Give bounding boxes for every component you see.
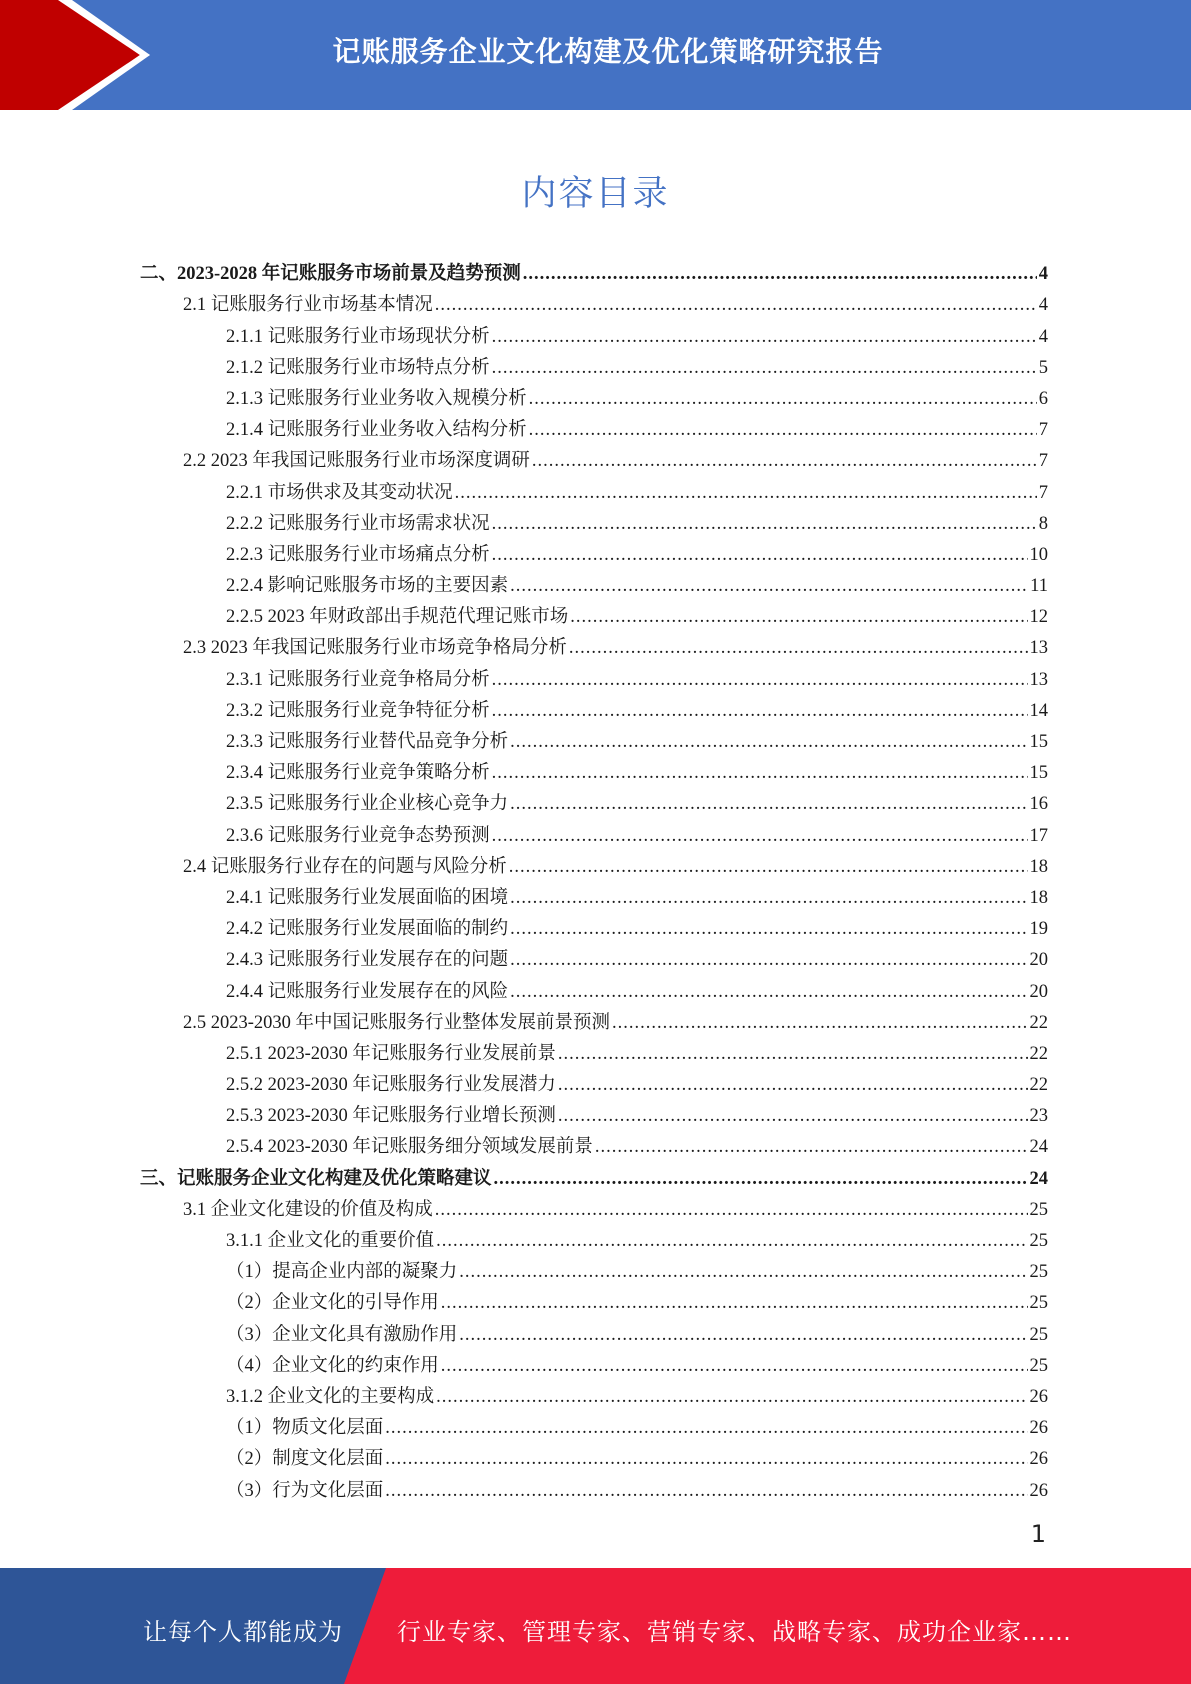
toc-entry-title: 2.3.2 记账服务行业竞争特征分析 bbox=[226, 700, 490, 721]
toc-entry-page: 12 bbox=[1029, 607, 1048, 628]
toc-entry-title: 2.4.3 记账服务行业发展存在的问题 bbox=[226, 950, 509, 971]
toc-entry-title: 2.1.2 记账服务行业市场特点分析 bbox=[226, 357, 490, 378]
toc-entry-title: 二、2023-2028 年记账服务市场前景及趋势预测 bbox=[140, 264, 521, 285]
toc-entry[interactable] bbox=[140, 1283, 1048, 1314]
toc-entry-page: 5 bbox=[1038, 357, 1048, 378]
toc-dot-leader bbox=[492, 327, 1037, 348]
table-of-contents bbox=[140, 254, 1048, 1502]
toc-entry-title: 2.3.6 记账服务行业竞争态势预测 bbox=[226, 825, 490, 846]
toc-entry-page: 4 bbox=[1038, 264, 1048, 285]
toc-entry-title: 2.2.5 2023 年财政部出手规范代理记账市场 bbox=[226, 607, 569, 628]
toc-dot-leader bbox=[529, 389, 1037, 410]
toc-entry[interactable] bbox=[140, 971, 1048, 1002]
toc-entry-page: 16 bbox=[1029, 794, 1048, 815]
toc-entry[interactable] bbox=[140, 597, 1048, 628]
toc-dot-leader bbox=[436, 1231, 1027, 1252]
toc-entry-title: 2.2.3 记账服务行业市场痛点分析 bbox=[226, 544, 490, 565]
toc-entry[interactable] bbox=[140, 784, 1048, 815]
toc-entry-page: 14 bbox=[1029, 700, 1048, 721]
toc-entry-title: （3）行为文化层面 bbox=[226, 1480, 384, 1501]
toc-dot-leader bbox=[510, 794, 1027, 815]
toc-entry-page: 18 bbox=[1029, 856, 1048, 877]
toc-entry-page: 22 bbox=[1029, 1043, 1048, 1064]
toc-entry-page: 25 bbox=[1029, 1231, 1048, 1251]
footer-banner bbox=[0, 1568, 1191, 1684]
toc-dot-leader bbox=[510, 732, 1027, 753]
toc-entry-title: 2.3.1 记账服务行业竞争格局分析 bbox=[226, 669, 490, 690]
toc-dot-leader bbox=[532, 451, 1037, 472]
toc-dot-leader bbox=[435, 295, 1037, 316]
toc-entry-title: 2.4.1 记账服务行业发展面临的困境 bbox=[226, 887, 509, 908]
toc-dot-leader bbox=[510, 950, 1027, 971]
toc-entry-page: 22 bbox=[1029, 1012, 1048, 1033]
toc-entry-page: 25 bbox=[1029, 1324, 1048, 1345]
toc-entry-title: （1）提高企业内部的凝聚力 bbox=[226, 1262, 458, 1283]
toc-entry-title: 2.1 记账服务行业市场基本情况 bbox=[183, 295, 433, 316]
toc-dot-leader bbox=[385, 1418, 1027, 1439]
toc-entry-page: 10 bbox=[1029, 544, 1048, 565]
toc-entry-title: 2.3.5 记账服务行业企业核心竞争力 bbox=[226, 794, 509, 815]
toc-entry-page: 25 bbox=[1029, 1262, 1048, 1283]
toc-dot-leader bbox=[436, 1387, 1027, 1408]
toc-entry[interactable] bbox=[140, 1127, 1048, 1158]
toc-dot-leader bbox=[510, 576, 1028, 597]
toc-entry-title: 2.5.2 2023-2030 年记账服务行业发展潜力 bbox=[226, 1075, 556, 1096]
toc-entry-title: 2.5 2023-2030 年中国记账服务行业整体发展前景预测 bbox=[183, 1012, 611, 1033]
toc-entry-page: 25 bbox=[1029, 1293, 1048, 1314]
toc-entry[interactable] bbox=[140, 1221, 1048, 1252]
toc-entry[interactable] bbox=[140, 847, 1048, 878]
toc-dot-leader bbox=[492, 670, 1028, 691]
toc-dot-leader bbox=[492, 763, 1028, 784]
toc-entry-page: 4 bbox=[1038, 295, 1048, 316]
toc-entry[interactable] bbox=[140, 815, 1048, 846]
toc-entry[interactable] bbox=[140, 254, 1048, 285]
toc-entry-title: 2.3.4 记账服务行业竞争策略分析 bbox=[226, 763, 490, 784]
toc-entry-title: 2.5.1 2023-2030 年记账服务行业发展前景 bbox=[226, 1043, 556, 1064]
toc-dot-leader bbox=[441, 1293, 1028, 1314]
toc-entry-page: 20 bbox=[1029, 950, 1048, 971]
toc-dot-leader bbox=[441, 1356, 1028, 1377]
toc-dot-leader bbox=[510, 888, 1027, 909]
toc-entry-title: 2.2.1 市场供求及其变动状况 bbox=[226, 482, 453, 503]
toc-entry[interactable] bbox=[140, 909, 1048, 940]
toc-entry-title: 2.5.4 2023-2030 年记账服务细分领域发展前景 bbox=[226, 1137, 593, 1158]
toc-entry-title: 2.2.2 记账服务行业市场需求状况 bbox=[226, 513, 490, 534]
toc-entry-title: 3.1 企业文化建设的价值及构成 bbox=[183, 1199, 433, 1220]
toc-entry[interactable] bbox=[140, 1314, 1048, 1345]
toc-entry-page: 11 bbox=[1030, 576, 1048, 597]
toc-entry[interactable] bbox=[140, 1034, 1048, 1065]
toc-entry-title: 2.3 2023 年我国记账服务行业市场竞争格局分析 bbox=[183, 638, 567, 659]
toc-entry-page: 26 bbox=[1029, 1480, 1048, 1501]
toc-entry[interactable] bbox=[140, 1377, 1048, 1408]
toc-entry[interactable] bbox=[140, 316, 1048, 347]
toc-dot-leader bbox=[510, 919, 1027, 940]
toc-entry[interactable] bbox=[140, 1439, 1048, 1470]
toc-dot-leader bbox=[435, 1200, 1028, 1221]
toc-entry-title: 2.4 记账服务行业存在的问题与风险分析 bbox=[183, 856, 507, 877]
toc-entry[interactable] bbox=[140, 940, 1048, 971]
toc-entry[interactable] bbox=[140, 535, 1048, 566]
toc-entry[interactable] bbox=[140, 441, 1048, 472]
toc-entry-page: 4 bbox=[1038, 326, 1048, 347]
toc-entry-title: （2）企业文化的引导作用 bbox=[226, 1293, 439, 1314]
footer-slogan-right: 行业专家、管理专家、营销专家、战略专家、成功企业家…… bbox=[397, 1618, 1072, 1646]
toc-entry-page: 13 bbox=[1029, 669, 1048, 690]
toc-dot-leader bbox=[385, 1481, 1027, 1502]
toc-entry[interactable] bbox=[140, 1158, 1048, 1189]
toc-entry[interactable] bbox=[140, 722, 1048, 753]
toc-entry-page: 24 bbox=[1029, 1137, 1048, 1158]
toc-entry-page: 19 bbox=[1029, 919, 1048, 940]
toc-dot-leader bbox=[558, 1075, 1028, 1096]
toc-entry-title: 2.1.3 记账服务行业业务收入规模分析 bbox=[226, 388, 527, 409]
toc-dot-leader bbox=[523, 264, 1037, 285]
toc-dot-leader bbox=[570, 607, 1027, 628]
toc-entry[interactable] bbox=[140, 1003, 1048, 1034]
toc-dot-leader bbox=[612, 1013, 1027, 1034]
toc-entry-page: 20 bbox=[1029, 981, 1048, 1002]
toc-entry-page: 15 bbox=[1029, 732, 1048, 752]
footer-slogan-left: 让每个人都能成为 bbox=[143, 1618, 343, 1646]
toc-entry[interactable] bbox=[140, 566, 1048, 597]
toc-entry[interactable] bbox=[140, 878, 1048, 909]
toc-entry[interactable] bbox=[140, 628, 1048, 659]
toc-dot-leader bbox=[492, 358, 1037, 379]
toc-entry-title: （3）企业文化具有激励作用 bbox=[226, 1324, 458, 1345]
toc-entry-page: 26 bbox=[1029, 1418, 1048, 1439]
toc-heading: 内容目录 bbox=[521, 174, 670, 214]
toc-entry[interactable] bbox=[140, 285, 1048, 316]
toc-entry-page: 26 bbox=[1029, 1449, 1048, 1470]
toc-entry[interactable] bbox=[140, 753, 1048, 784]
toc-entry-title: 2.1.1 记账服务行业市场现状分析 bbox=[226, 326, 490, 347]
toc-entry[interactable] bbox=[140, 1346, 1048, 1377]
toc-entry-page: 22 bbox=[1029, 1075, 1048, 1096]
toc-dot-leader bbox=[558, 1044, 1028, 1065]
toc-dot-leader bbox=[494, 1169, 1028, 1190]
toc-entry-page: 23 bbox=[1029, 1106, 1048, 1127]
page-number: 1 bbox=[1030, 1520, 1046, 1548]
toc-entry-title: 三、记账服务企业文化构建及优化策略建议 bbox=[140, 1168, 492, 1189]
toc-entry[interactable] bbox=[140, 1408, 1048, 1439]
toc-entry-title: 3.1.2 企业文化的主要构成 bbox=[226, 1386, 435, 1407]
toc-entry-title: （4）企业文化的约束作用 bbox=[226, 1355, 439, 1376]
toc-entry[interactable] bbox=[140, 348, 1048, 379]
toc-entry-page: 25 bbox=[1029, 1355, 1048, 1376]
toc-dot-leader bbox=[385, 1449, 1027, 1470]
toc-entry-page: 18 bbox=[1029, 887, 1048, 908]
toc-dot-leader bbox=[492, 701, 1028, 722]
report-title: 记账服务企业文化构建及优化策略研究报告 bbox=[332, 35, 884, 68]
toc-dot-leader bbox=[459, 1262, 1027, 1283]
toc-entry[interactable] bbox=[140, 659, 1048, 690]
toc-entry-page: 24 bbox=[1029, 1168, 1048, 1189]
toc-entry-title: 2.4.2 记账服务行业发展面临的制约 bbox=[226, 919, 509, 940]
toc-dot-leader bbox=[558, 1106, 1028, 1127]
toc-dot-leader bbox=[459, 1325, 1027, 1346]
toc-entry-title: 2.2 2023 年我国记账服务行业市场深度调研 bbox=[183, 451, 530, 472]
toc-dot-leader bbox=[595, 1137, 1028, 1158]
toc-dot-leader bbox=[492, 514, 1037, 535]
toc-entry-page: 13 bbox=[1029, 638, 1048, 659]
toc-dot-leader bbox=[509, 857, 1028, 878]
toc-entry-page: 7 bbox=[1038, 451, 1048, 472]
toc-entry-page: 8 bbox=[1038, 513, 1048, 534]
toc-entry[interactable] bbox=[140, 1252, 1048, 1283]
toc-entry-page: 26 bbox=[1029, 1386, 1048, 1407]
toc-dot-leader bbox=[455, 483, 1037, 504]
toc-entry-page: 25 bbox=[1029, 1199, 1048, 1220]
toc-entry-title: 2.1.4 记账服务行业业务收入结构分析 bbox=[226, 420, 527, 441]
toc-entry-page: 7 bbox=[1038, 420, 1048, 441]
toc-entry-title: 2.3.3 记账服务行业替代品竞争分析 bbox=[226, 732, 509, 752]
toc-dot-leader bbox=[492, 826, 1028, 847]
header-banner bbox=[0, 0, 1191, 110]
toc-dot-leader bbox=[510, 982, 1027, 1003]
toc-entry-page: 6 bbox=[1038, 388, 1048, 409]
toc-entry-page: 7 bbox=[1038, 482, 1048, 503]
toc-dot-leader bbox=[529, 420, 1037, 441]
toc-entry[interactable] bbox=[140, 691, 1048, 722]
toc-entry[interactable] bbox=[140, 472, 1048, 503]
toc-entry[interactable] bbox=[140, 410, 1048, 441]
toc-entry-title: （1）物质文化层面 bbox=[226, 1418, 384, 1439]
toc-dot-leader bbox=[569, 638, 1028, 659]
toc-entry[interactable] bbox=[140, 1470, 1048, 1501]
toc-entry-title: 2.2.4 影响记账服务市场的主要因素 bbox=[226, 576, 509, 597]
toc-entry[interactable] bbox=[140, 1065, 1048, 1096]
toc-entry-title: （2）制度文化层面 bbox=[226, 1449, 384, 1470]
toc-entry[interactable] bbox=[140, 379, 1048, 410]
toc-entry[interactable] bbox=[140, 504, 1048, 535]
toc-entry-page: 15 bbox=[1029, 763, 1048, 784]
toc-entry-title: 3.1.1 企业文化的重要价值 bbox=[226, 1231, 435, 1251]
toc-entry-page: 17 bbox=[1029, 825, 1048, 846]
toc-dot-leader bbox=[492, 545, 1028, 566]
toc-entry-title: 2.5.3 2023-2030 年记账服务行业增长预测 bbox=[226, 1106, 556, 1127]
toc-entry[interactable] bbox=[140, 1190, 1048, 1221]
toc-entry-title: 2.4.4 记账服务行业发展存在的风险 bbox=[226, 981, 509, 1002]
toc-entry[interactable] bbox=[140, 1096, 1048, 1127]
